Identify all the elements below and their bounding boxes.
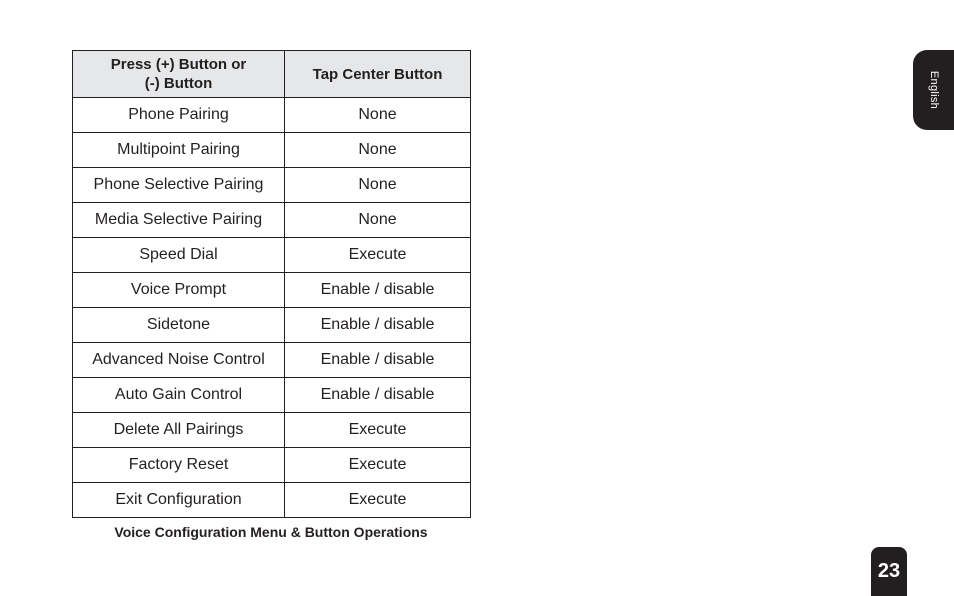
tap-action-cell: Enable / disable — [285, 308, 471, 343]
table-row — [73, 343, 471, 378]
table-row — [73, 308, 471, 343]
button-operations-table — [72, 50, 471, 518]
header-press-plus-minus — [73, 51, 285, 98]
tap-action-cell: Enable / disable — [285, 273, 471, 308]
menu-item-cell: Phone Pairing — [73, 98, 285, 133]
tap-action-cell: None — [285, 168, 471, 203]
table-row — [73, 203, 471, 238]
page-number: 23 — [871, 547, 907, 596]
menu-item-cell: Media Selective Pairing — [73, 203, 285, 238]
menu-item-cell: Exit Configuration — [73, 483, 285, 518]
table-row — [73, 133, 471, 168]
tap-action-cell: Execute — [285, 413, 471, 448]
table-row — [73, 448, 471, 483]
language-tab-label: English — [927, 70, 940, 110]
tap-action-cell: Execute — [285, 238, 471, 273]
menu-item-cell: Multipoint Pairing — [73, 133, 285, 168]
menu-item-cell: Delete All Pairings — [73, 413, 285, 448]
table-row — [73, 413, 471, 448]
tap-action-cell: Enable / disable — [285, 343, 471, 378]
table-row — [73, 378, 471, 413]
menu-item-cell: Advanced Noise Control — [73, 343, 285, 378]
menu-item-cell: Phone Selective Pairing — [73, 168, 285, 203]
menu-item-cell: Voice Prompt — [73, 273, 285, 308]
tap-action-cell: Enable / disable — [285, 378, 471, 413]
table-row — [73, 168, 471, 203]
menu-item-cell: Factory Reset — [73, 448, 285, 483]
table-row — [73, 238, 471, 273]
header-tap-center: Tap Center Button — [285, 51, 471, 98]
menu-item-cell: Sidetone — [73, 308, 285, 343]
language-tab — [913, 50, 954, 130]
table-row — [73, 98, 471, 133]
tap-action-cell: Execute — [285, 448, 471, 483]
table-caption: Voice Configuration Menu & Button Operations — [114, 524, 428, 540]
menu-item-cell: Auto Gain Control — [73, 378, 285, 413]
table-row — [73, 273, 471, 308]
tap-action-cell: None — [285, 203, 471, 238]
header-line-2: (-) Button — [144, 75, 213, 92]
menu-item-cell: Speed Dial — [73, 238, 285, 273]
table-row — [73, 483, 471, 518]
tap-action-cell: None — [285, 98, 471, 133]
header-line-1: Press (+) Button or — [110, 56, 247, 73]
table-header-row — [73, 51, 471, 98]
tap-action-cell: None — [285, 133, 471, 168]
tap-action-cell: Execute — [285, 483, 471, 518]
